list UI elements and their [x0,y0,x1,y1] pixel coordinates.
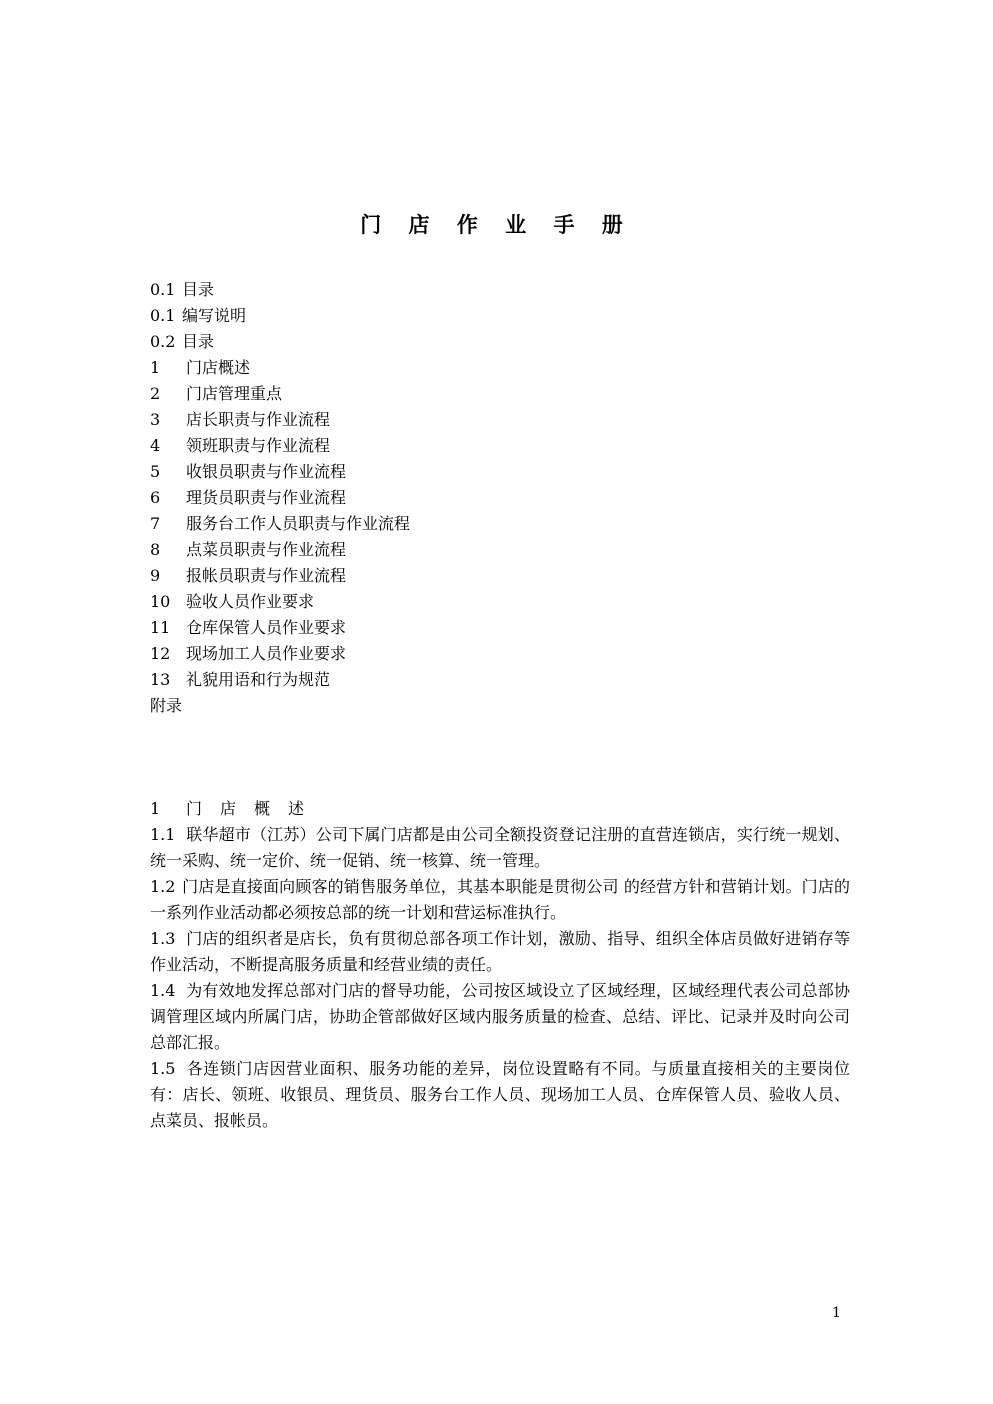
paragraph-number: 1.5 [150,1059,176,1078]
toc-item [150,563,850,589]
toc-item-number: 0.1 [150,280,176,299]
paragraph-number: 1.4 [150,981,176,1000]
toc-item-label: 服务台工作人员职责与作业流程 [186,514,411,533]
toc-item-number: 2 [150,384,161,403]
toc-item [150,537,850,563]
toc-item [150,329,850,355]
toc-item [150,277,850,303]
toc-item [150,511,850,537]
toc-item-label: 点菜员职责与作业流程 [186,540,347,559]
toc-item-label: 门店管理重点 [186,384,283,403]
toc-item-label: 门店概述 [186,358,251,377]
toc-item [150,485,850,511]
section-heading [150,796,850,822]
toc-item-appendix [150,693,850,719]
toc-item [150,355,850,381]
toc-item-number: 3 [150,410,161,429]
paragraph-number: 1.1 [150,825,176,844]
toc-item-number: 10 [150,592,171,611]
toc-item-number: 1 [150,358,161,377]
toc-item-label: 目录 [182,280,215,299]
toc-item-number: 8 [150,540,161,559]
toc-item-label: 礼貌用语和行为规范 [186,670,331,689]
document-title: 门 店 作 业 手 册 [360,212,633,237]
paragraph [150,822,850,874]
toc-item-label: 店长职责与作业流程 [186,410,331,429]
toc-item-label: 编写说明 [182,306,247,325]
toc-item-label: 目录 [182,332,215,351]
toc-item [150,459,850,485]
toc-item-number: 6 [150,488,161,507]
paragraph [150,1056,850,1134]
toc-item [150,303,850,329]
toc-item-label: 理货员职责与作业流程 [186,488,347,507]
paragraph-text: 各连锁门店因营业面积、服务功能的差异，岗位设置略有不同。与质量直接相关的主要岗位有：店长、领班、收银员、理货员、服务台工作人员、现场加工人员、仓库保管人员、验收人员、点菜员、报帐员。 [150,1059,850,1130]
toc-item [150,381,850,407]
toc-item-label: 收银员职责与作业流程 [186,462,347,481]
toc-item [150,667,850,693]
paragraph-number: 1.3 [150,929,176,948]
toc-item-number: 12 [150,644,171,663]
toc-item-number: 11 [150,618,171,637]
paragraph-text: 门店是直接面向顾客的销售服务单位，其基本职能是贯彻公司 的经营方针和营销计划。门店的一系列作业活动都必须按总部的统一计划和营运标准执行。 [150,877,850,922]
toc-item-number: 9 [150,566,161,585]
toc-item [150,589,850,615]
paragraph-text: 为有效地发挥总部对门店的督导功能，公司按区域设立了区域经理，区域经理代表公司总部协调管理区域内所属门店，协助企管部做好区域内服务质量的检查、总结、评比、记录并及时向公司总部汇报。 [150,981,850,1052]
toc-item-label: 领班职责与作业流程 [186,436,331,455]
paragraph-text: 门店的组织者是店长，负有贯彻总部各项工作计划，激励、指导、组织全体店员做好进销存等作业活动，不断提高服务质量和经营业绩的责任。 [150,929,850,974]
section-number: 1 [150,799,161,818]
paragraph [150,978,850,1056]
page-number: 1 [832,1305,841,1321]
paragraph-number: 1.2 [150,877,176,896]
section-store-overview [150,796,850,1134]
toc-item [150,615,850,641]
toc-item-label: 报帐员职责与作业流程 [186,566,347,585]
toc-item-number: 7 [150,514,161,533]
paragraph [150,874,850,926]
paragraph-text: 联华超市（江苏）公司下属门店都是由公司全额投资登记注册的直营连锁店，实行统一规划、统一采购、统一定价、统一促销、统一核算、统一管理。 [150,825,850,870]
toc-item-label: 现场加工人员作业要求 [186,644,347,663]
toc-item-number: 5 [150,462,161,481]
toc-item-label: 附录 [150,696,183,715]
toc-item [150,641,850,667]
toc-item-number: 0.2 [150,332,176,351]
toc-item-number: 4 [150,436,161,455]
section-title: 门店概述 [186,799,323,818]
table-of-contents [150,277,850,719]
toc-item-number: 0.1 [150,306,176,325]
toc-item-label: 验收人员作业要求 [186,592,315,611]
toc-item [150,433,850,459]
toc-item-number: 13 [150,670,171,689]
toc-item-label: 仓库保管人员作业要求 [186,618,347,637]
toc-item [150,407,850,433]
paragraph [150,926,850,978]
